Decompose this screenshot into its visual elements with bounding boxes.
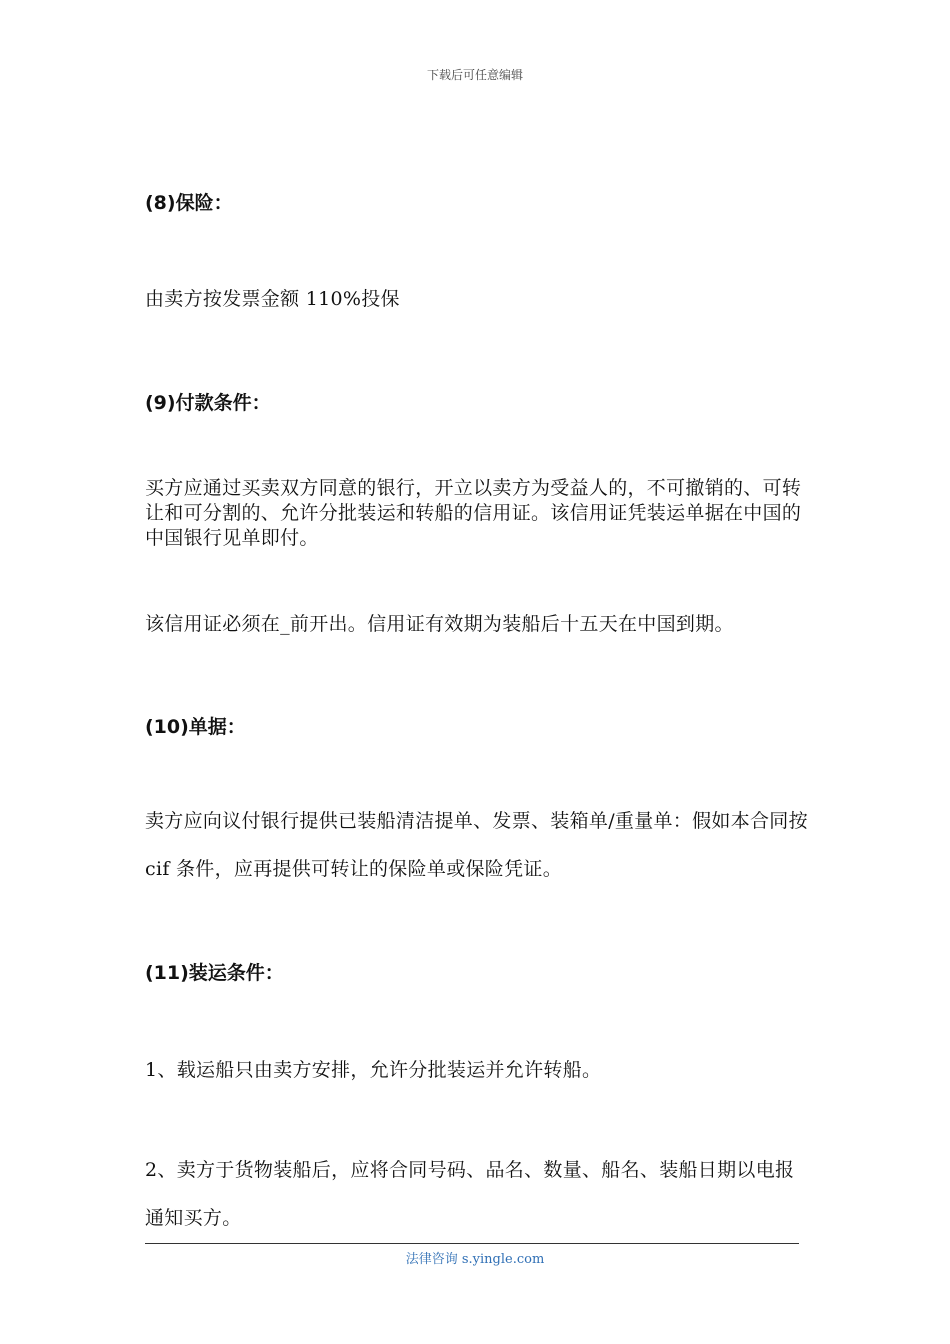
payment-paragraph-2: 该信用证必须在_前开出。信用证有效期为装船后十五天在中国到期。 <box>145 613 734 635</box>
page-header: 下载后可任意编辑 <box>426 68 523 82</box>
shipment-item-2: 2、卖方于货物装船后，应将合同号码、品名、数量、船名、装船日期以电报通知买方。 <box>145 1159 795 1229</box>
payment-paragraph-1: 买方应通过买卖双方同意的银行，开立以卖方为受益人的，不可撤销的、可转让和可分割的、允许分批装运和转船的信用证。该信用证凭装运单据在中国的中国银行见单即付。 <box>145 477 802 549</box>
insurance-paragraph: 由卖方按发票金额 110%投保 <box>145 288 400 310</box>
documents-paragraph: 卖方应向议付银行提供已装船清洁提单、发票、装箱单/重量单：假如本合同按 cif 条件，应再提供可转让的保险单或保险凭证。 <box>145 810 808 880</box>
section-heading-payment: (9)付款条件： <box>145 392 271 414</box>
section-heading-insurance: (8)保险： <box>145 192 233 214</box>
section-heading-documents: (10)单据： <box>145 716 246 738</box>
footer-divider <box>145 1243 799 1244</box>
section-heading-shipment: (11)装运条件： <box>145 962 284 984</box>
shipment-item-1: 1、载运船只由卖方安排，允许分批装运并允许转船。 <box>145 1059 602 1081</box>
footer-link[interactable]: 法律咨询 s.yingle.com <box>405 1252 545 1267</box>
